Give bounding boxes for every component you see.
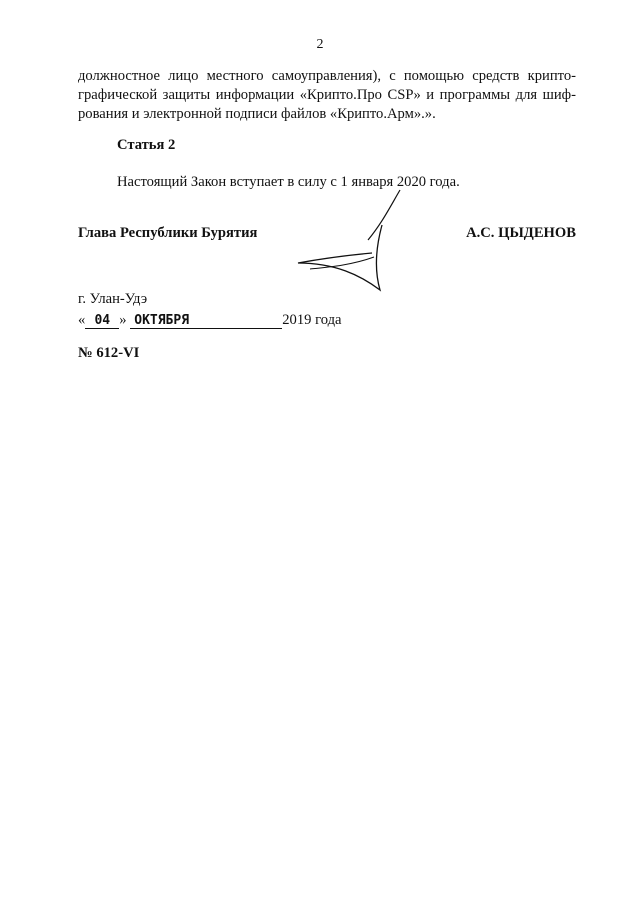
page-number: 2: [316, 37, 324, 52]
signatory-title: Глава Республики Бурятия: [78, 225, 258, 241]
signatory-name: А.С. ЦЫДЕНОВ: [466, 225, 576, 241]
date-year: 2019 года: [282, 312, 342, 328]
handwritten-signature: [290, 185, 420, 300]
paragraph-line: рования и электронной подписи файлов «Крипто.Арм».».: [78, 106, 436, 122]
date-day: 04: [85, 314, 119, 329]
article-text: Настоящий Закон вступает в силу с 1 января 2020 года.: [117, 174, 460, 190]
paragraph-line: должностное лицо местного самоуправления), с помощью средств крипто-: [78, 68, 576, 84]
paragraph-line: графической защиты информации «Крипто.Про CSP» и программы для шиф-: [78, 87, 576, 103]
date-close-quote: »: [119, 312, 127, 328]
city: г. Улан-Удэ: [78, 291, 148, 307]
date-month: ОКТЯБРЯ: [130, 314, 282, 329]
date-open-quote: «: [78, 312, 86, 328]
paragraph-continued: [78, 67, 576, 124]
date-line: [78, 312, 342, 329]
article-heading: Статья 2: [117, 137, 176, 153]
document-number: № 612-VI: [78, 345, 140, 361]
